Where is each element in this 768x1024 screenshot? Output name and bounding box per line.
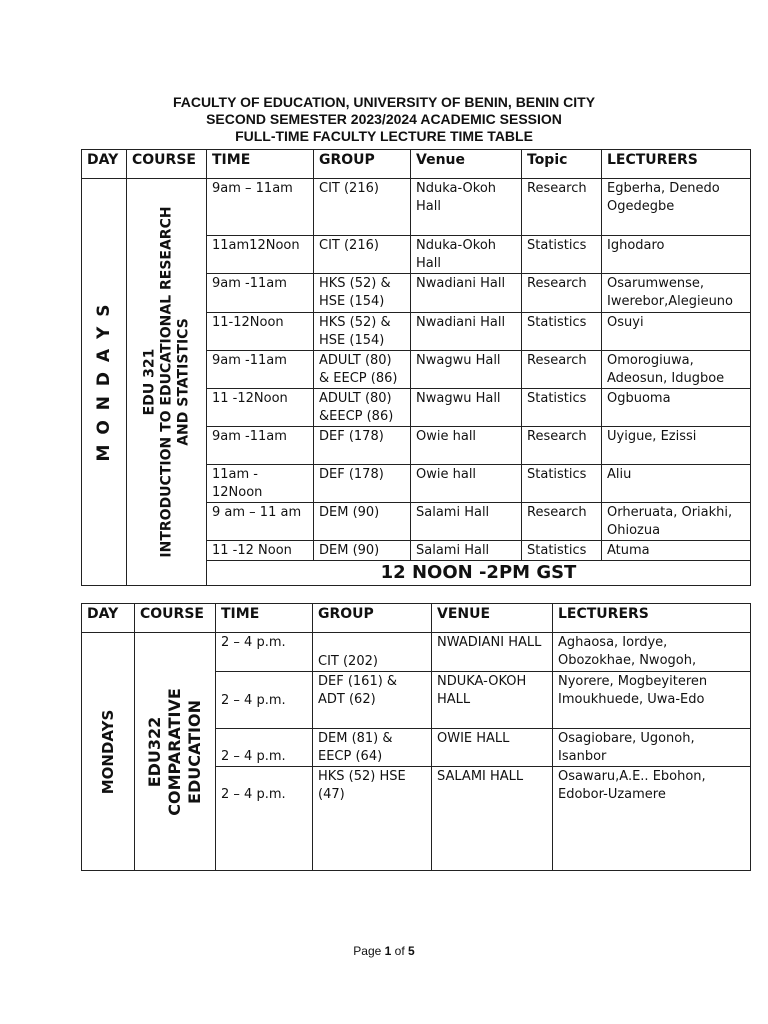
group-cell: DEM (81) & EECP (64) — [313, 729, 432, 767]
day-cell — [82, 633, 135, 871]
header-timetable-title: FULL-TIME FACULTY LECTURE TIME TABLE — [235, 128, 533, 144]
page-total-number: 5 — [408, 944, 415, 958]
topic-cell: Research — [522, 427, 602, 465]
column-header-time: TIME — [207, 150, 314, 179]
table-header-row — [82, 150, 751, 179]
lecturers-cell: Aghaosa, Iordye, Obozokhae, Nwogoh, — [553, 633, 751, 672]
lecturers-cell: Aliu — [602, 465, 751, 503]
day-label: M O N D A Y S — [94, 302, 114, 462]
course-label — [145, 688, 205, 816]
topic-cell: Statistics — [522, 541, 602, 561]
group-cell: ADULT (80) &EECP (86) — [314, 389, 411, 427]
of-word: of — [394, 944, 405, 958]
time-cell: 2 – 4 p.m. — [216, 672, 313, 729]
venue-cell: Nduka-Okoh Hall — [411, 236, 522, 274]
course-title-line1: INTRODUCTION TO EDUCATIONAL RESEARCH — [158, 206, 174, 558]
time-cell: 11am - 12Noon — [207, 465, 314, 503]
group-cell: DEM (90) — [314, 503, 411, 541]
lecturers-cell: Ighodaro — [602, 236, 751, 274]
time-cell: 9am – 11am — [207, 179, 314, 236]
group-cell: DEF (178) — [314, 465, 411, 503]
topic-cell: Research — [522, 503, 602, 541]
course-title-line2: AND STATISTICS — [175, 318, 191, 446]
topic-cell: Research — [522, 179, 602, 236]
column-header-venue: Venue — [411, 150, 522, 179]
time-cell: 9am -11am — [207, 427, 314, 465]
course-title-line2: EDUCATION — [185, 699, 204, 804]
venue-cell: Salami Hall — [411, 541, 522, 561]
column-header-day: DAY — [82, 150, 127, 179]
time-cell: 11 -12 Noon — [207, 541, 314, 561]
gst-break-label: 12 NOON -2PM GST — [207, 561, 751, 586]
group-cell: HKS (52) HSE (47) — [313, 767, 432, 871]
topic-cell: Statistics — [522, 465, 602, 503]
venue-cell: NDUKA-OKOH HALL — [432, 672, 553, 729]
topic-cell: Research — [522, 351, 602, 389]
time-cell: 11am12Noon — [207, 236, 314, 274]
page-word: Page — [353, 944, 382, 958]
timetable-edu322 — [81, 603, 751, 871]
topic-cell: Statistics — [522, 236, 602, 274]
venue-cell: Salami Hall — [411, 503, 522, 541]
time-cell: 9 am – 11 am — [207, 503, 314, 541]
course-code: EDU 321 — [141, 348, 157, 416]
timetable-edu321 — [81, 149, 751, 586]
lecturers-cell: Uyigue, Ezissi — [602, 427, 751, 465]
document-header — [0, 94, 768, 145]
course-title-line1: COMPARATIVE — [165, 687, 184, 816]
page-footer — [0, 944, 768, 958]
venue-cell: Nduka-Okoh Hall — [411, 179, 522, 236]
group-cell: HKS (52) & HSE (154) — [314, 313, 411, 351]
lecturers-cell: Nyorere, Mogbeyiteren Imoukhuede, Uwa-Edo — [553, 672, 751, 729]
column-header-group: GROUP — [314, 150, 411, 179]
header-faculty-line: FACULTY OF EDUCATION, UNIVERSITY OF BENIN, BENIN CITY — [172, 94, 596, 110]
venue-cell: Nwadiani Hall — [411, 274, 522, 313]
lecturers-cell: Omorogiuwa, Adeosun, Idugboe — [602, 351, 751, 389]
time-cell: 9am -11am — [207, 351, 314, 389]
column-header-venue: VENUE — [432, 604, 553, 633]
group-cell: CIT (216) — [314, 179, 411, 236]
table-row — [82, 179, 751, 236]
time-cell: 2 – 4 p.m. — [216, 729, 313, 767]
table-header-row — [82, 604, 751, 633]
page-current-number: 1 — [384, 944, 392, 958]
course-cell — [127, 179, 207, 586]
time-cell: 2 – 4 p.m. — [216, 633, 313, 672]
table-row — [82, 633, 751, 672]
venue-cell: Nwagwu Hall — [411, 389, 522, 427]
venue-cell: SALAMI HALL — [432, 767, 553, 871]
lecturers-cell: Ogbuoma — [602, 389, 751, 427]
column-header-day: DAY — [82, 604, 135, 633]
time-cell: 2 – 4 p.m. — [216, 767, 313, 871]
column-header-course: COURSE — [135, 604, 216, 633]
group-cell: DEM (90) — [314, 541, 411, 561]
lecturers-cell: Osawaru,A.E.. Ebohon, Edobor-Uzamere — [553, 767, 751, 871]
lecturers-cell: Atuma — [602, 541, 751, 561]
group-cell: HKS (52) & HSE (154) — [314, 274, 411, 313]
group-cell: CIT (202) — [313, 633, 432, 672]
day-cell — [82, 179, 127, 586]
course-cell — [135, 633, 216, 871]
topic-cell: Statistics — [522, 313, 602, 351]
venue-cell: Nwagwu Hall — [411, 351, 522, 389]
column-header-time: TIME — [216, 604, 313, 633]
lecturers-cell: Osagiobare, Ugonoh, Isanbor — [553, 729, 751, 767]
group-cell: DEF (178) — [314, 427, 411, 465]
venue-cell: Owie hall — [411, 427, 522, 465]
venue-cell: Owie hall — [411, 465, 522, 503]
header-semester-line: SECOND SEMESTER 2023/2024 ACADEMIC SESSION — [206, 111, 562, 127]
lecturers-cell: Egberha, Denedo Ogedegbe — [602, 179, 751, 236]
column-header-lecturers: LECTURERS — [602, 150, 751, 179]
venue-cell: OWIE HALL — [432, 729, 553, 767]
time-cell: 9am -11am — [207, 274, 314, 313]
column-header-lecturers: LECTURERS — [553, 604, 751, 633]
lecturers-cell: Osarumwense, Iwerebor,Alegieuno — [602, 274, 751, 313]
group-cell: DEF (161) & ADT (62) — [313, 672, 432, 729]
time-cell: 11 -12Noon — [207, 389, 314, 427]
lecturers-cell: Orheruata, Oriakhi, Ohiozua — [602, 503, 751, 541]
venue-cell: NWADIANI HALL — [432, 633, 553, 672]
group-cell: ADULT (80) & EECP (86) — [314, 351, 411, 389]
venue-cell: Nwadiani Hall — [411, 313, 522, 351]
course-label — [141, 206, 192, 557]
column-header-group: GROUP — [313, 604, 432, 633]
lecturers-cell: Osuyi — [602, 313, 751, 351]
column-header-topic: Topic — [522, 150, 602, 179]
day-label: MONDAYS — [99, 709, 117, 794]
course-code: EDU322 — [145, 716, 164, 787]
time-cell: 11-12Noon — [207, 313, 314, 351]
column-header-course: COURSE — [127, 150, 207, 179]
group-cell: CIT (216) — [314, 236, 411, 274]
topic-cell: Statistics — [522, 389, 602, 427]
topic-cell: Research — [522, 274, 602, 313]
